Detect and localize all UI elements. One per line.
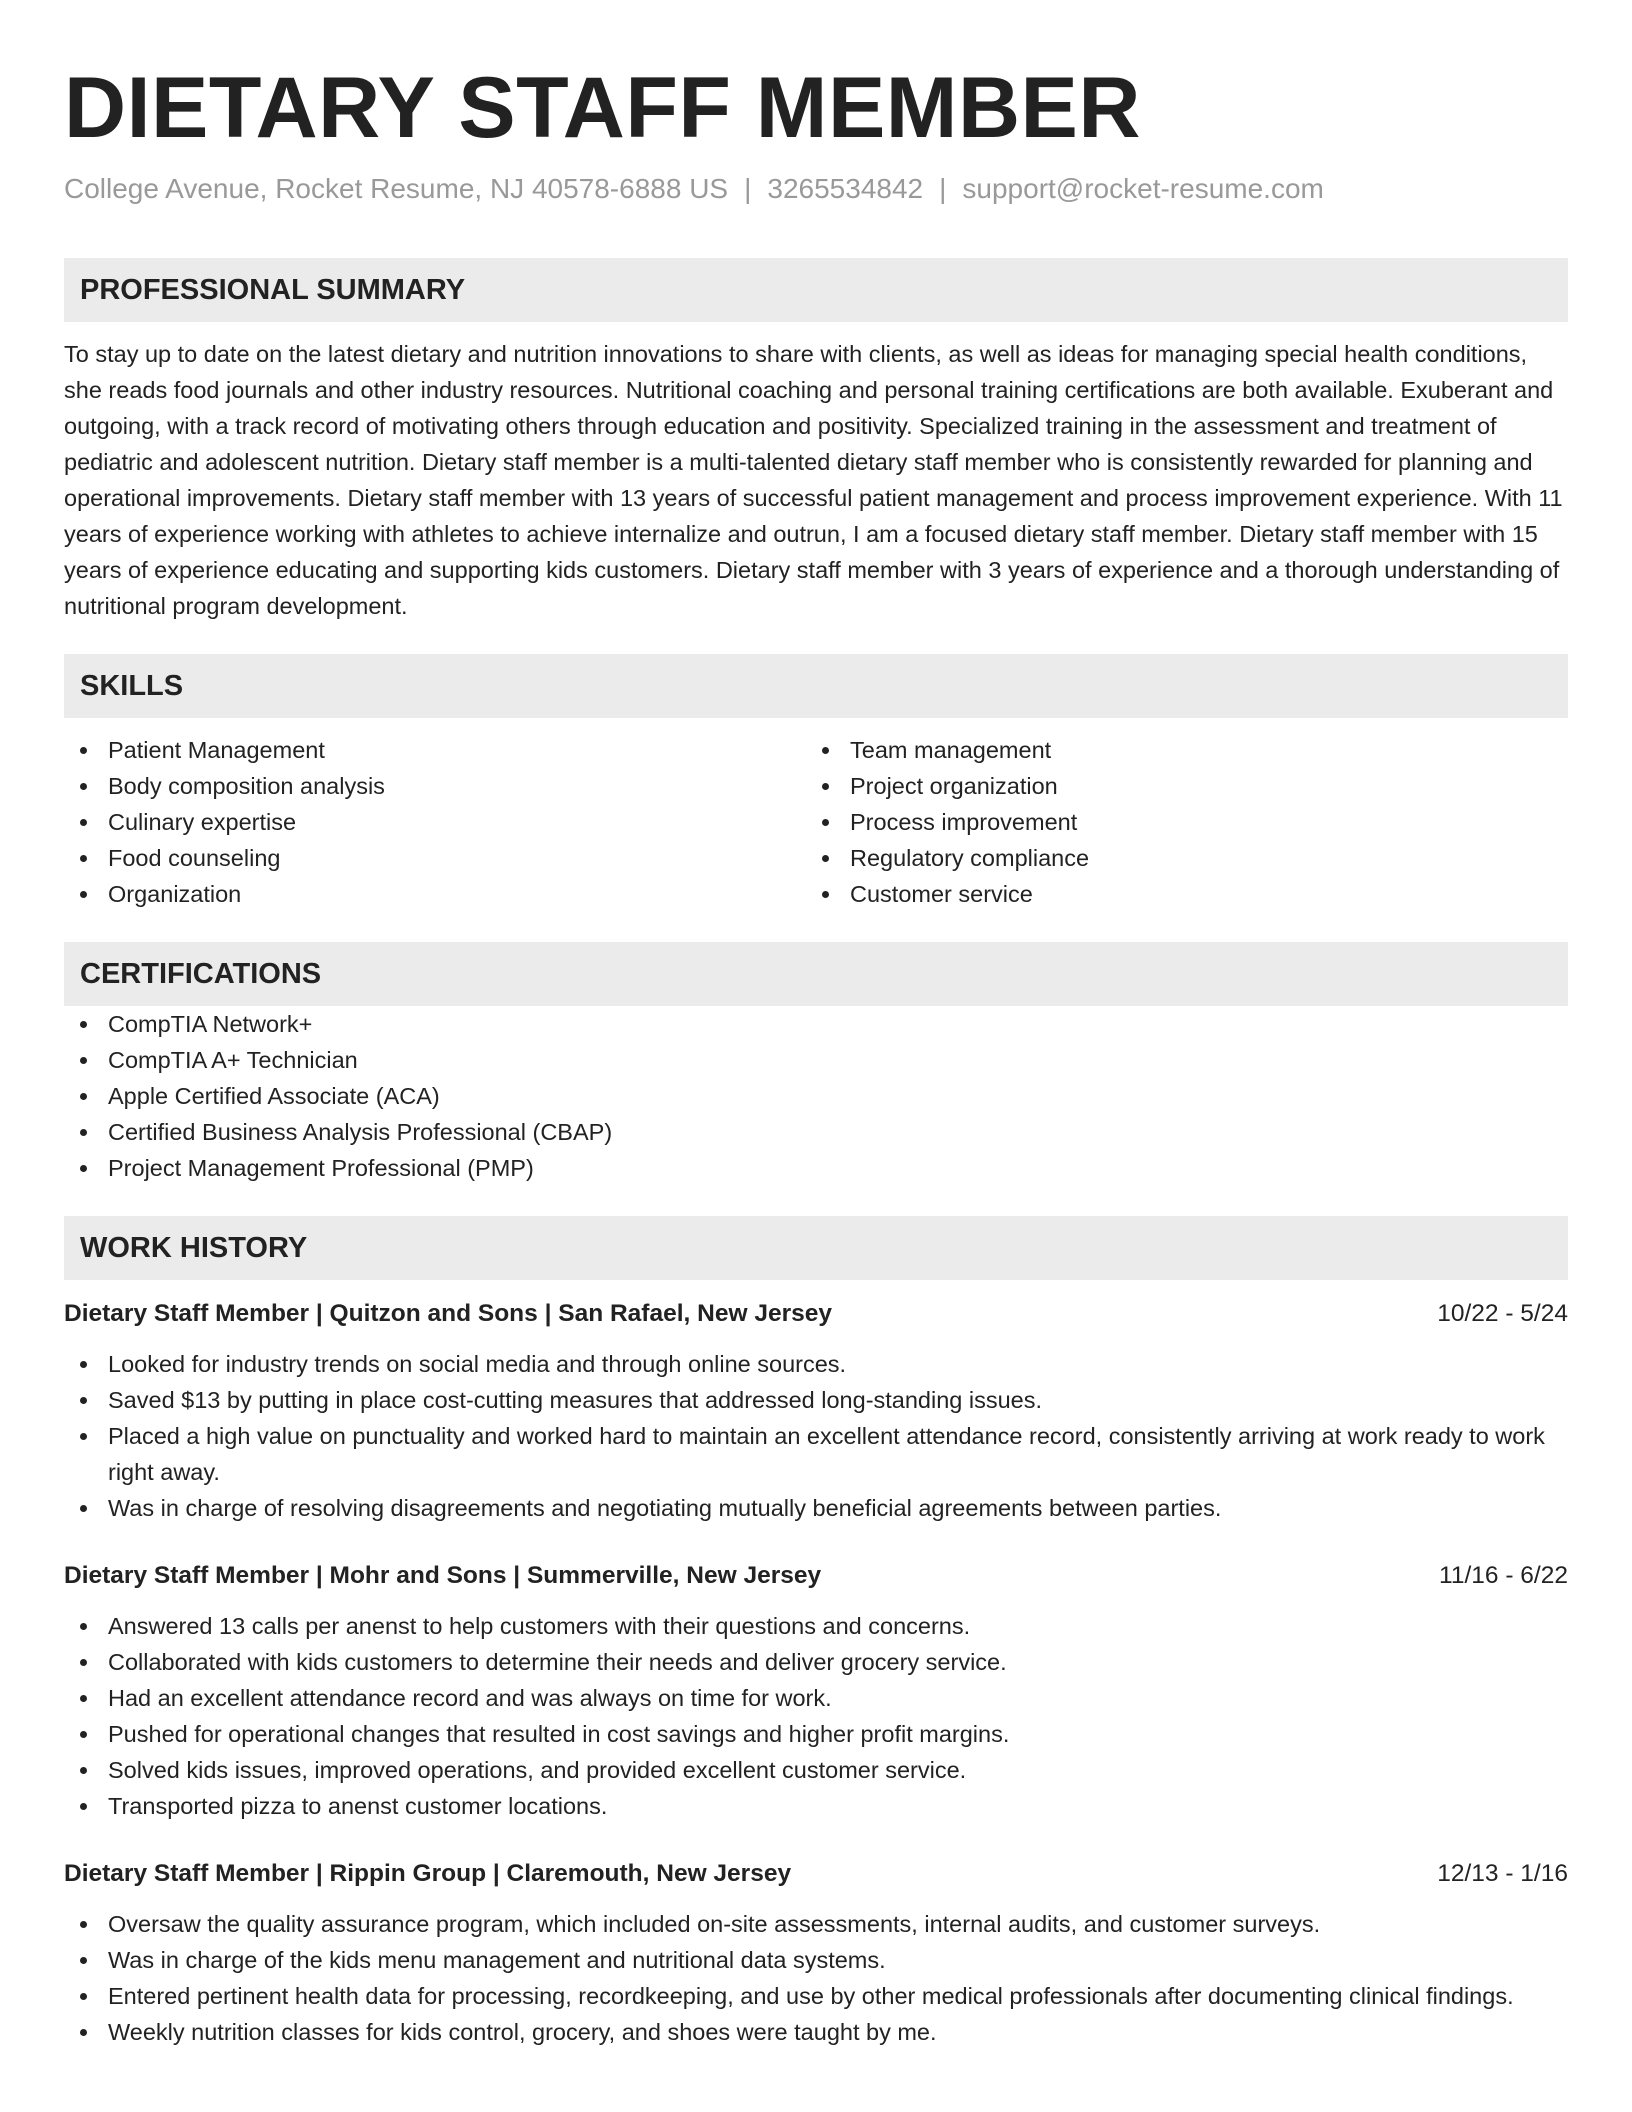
- job-title: Dietary Staff Member | Quitzon and Sons | San Rafael, New Jersey: [64, 1300, 832, 1327]
- job-bullet: Pushed for operational changes that resulted in cost savings and higher profit margins.: [64, 1716, 1568, 1752]
- job-title: Dietary Staff Member | Mohr and Sons | Summerville, New Jersey: [64, 1562, 822, 1589]
- job-bullet: Was in charge of the kids menu management and nutritional data systems.: [64, 1942, 1568, 1978]
- summary-heading: PROFESSIONAL SUMMARY: [64, 258, 1568, 322]
- job-bullets: [64, 1608, 1568, 1824]
- job-bullets: [64, 1906, 1568, 2050]
- contact-separator: |: [939, 173, 947, 204]
- job-header: [64, 1856, 1568, 1892]
- certification-item: Certified Business Analysis Professional (CBAP): [64, 1114, 1568, 1150]
- job-dates: 11/16 - 6/22: [1439, 1562, 1568, 1589]
- skill-item: Regulatory compliance: [806, 840, 1548, 876]
- contact-email: support@rocket-resume.com: [962, 173, 1324, 204]
- resume-name: DIETARY STAFF MEMBER: [64, 60, 1142, 156]
- certification-item: Project Management Professional (PMP): [64, 1150, 1568, 1186]
- job-bullet: Looked for industry trends on social media and through online sources.: [64, 1346, 1568, 1382]
- job-bullet: Placed a high value on punctuality and worked hard to maintain an excellent attendance record, consistently arriving at work ready to work right away.: [64, 1418, 1568, 1490]
- work-history-heading: WORK HISTORY: [64, 1216, 1568, 1280]
- skill-item: Customer service: [806, 876, 1548, 912]
- contact-phone: 3265534842: [767, 173, 924, 204]
- job-bullet: Collaborated with kids customers to determine their needs and deliver grocery service.: [64, 1644, 1568, 1680]
- job-bullet: Weekly nutrition classes for kids control, grocery, and shoes were taught by me.: [64, 2014, 1568, 2050]
- certification-item: CompTIA Network+: [64, 1006, 1568, 1042]
- skill-item: Organization: [64, 876, 806, 912]
- job-bullet: Was in charge of resolving disagreements and negotiating mutually beneficial agreements between parties.: [64, 1490, 1568, 1526]
- skill-item: Team management: [806, 732, 1548, 768]
- contact-address: College Avenue, Rocket Resume, NJ 40578-6888 US: [64, 173, 729, 204]
- job-bullet: Had an excellent attendance record and was always on time for work.: [64, 1680, 1568, 1716]
- skills-list: [64, 732, 1568, 912]
- skill-item: Body composition analysis: [64, 768, 806, 804]
- certification-item: CompTIA A+ Technician: [64, 1042, 1568, 1078]
- skill-item: Culinary expertise: [64, 804, 806, 840]
- job-bullet: Saved $13 by putting in place cost-cutting measures that addressed long-standing issues.: [64, 1382, 1568, 1418]
- skill-item: Process improvement: [806, 804, 1548, 840]
- job-entry: [64, 1296, 1568, 1526]
- job-bullet: Answered 13 calls per anenst to help customers with their questions and concerns.: [64, 1608, 1568, 1644]
- skill-item: Patient Management: [64, 732, 806, 768]
- job-header: [64, 1296, 1568, 1332]
- job-bullet: Solved kids issues, improved operations, and provided excellent customer service.: [64, 1752, 1568, 1788]
- skill-item: Food counseling: [64, 840, 806, 876]
- summary-text: To stay up to date on the latest dietary and nutrition innovations to share with clients, as well as ideas for managing special health conditions, she reads food journals and other industry resources. Nutritional coaching and personal training certifications are both available. Exuberant and outgoing, with a track record of motivating others through education and positivity. Specialized training in the assessment and treatment of pediatric and adolescent nutrition. Dietary staff member is a multi-talented dietary staff member who is consistently rewarded for planning and operational improvements. Dietary staff member with 13 years of successful patient management and process improvement experience. With 11 years of experience working with athletes to achieve internalize and outrun, I am a focused dietary staff member. Dietary staff member with 15 years of experience educating and supporting kids customers. Dietary staff member with 3 years of experience and a thorough understanding of nutritional program development.: [64, 341, 1563, 619]
- contact-separator: |: [744, 173, 752, 204]
- contact-line: [64, 170, 1568, 208]
- job-header: [64, 1558, 1568, 1594]
- skills-column-right: [806, 732, 1548, 912]
- skills-heading: SKILLS: [64, 654, 1568, 718]
- job-title: Dietary Staff Member | Rippin Group | Claremouth, New Jersey: [64, 1860, 792, 1887]
- job-bullet: Transported pizza to anenst customer locations.: [64, 1788, 1568, 1824]
- job-entry: [64, 1856, 1568, 2050]
- skills-column-left: [64, 732, 806, 912]
- job-bullet: Entered pertinent health data for processing, recordkeeping, and use by other medical professionals after documenting clinical findings.: [64, 1978, 1568, 2014]
- certifications-list: [64, 1006, 1568, 1186]
- job-bullets: [64, 1346, 1568, 1526]
- certifications-heading: CERTIFICATIONS: [64, 942, 1568, 1006]
- job-entry: [64, 1558, 1568, 1824]
- skill-item: Project organization: [806, 768, 1548, 804]
- certification-item: Apple Certified Associate (ACA): [64, 1078, 1568, 1114]
- job-dates: 12/13 - 1/16: [1437, 1860, 1568, 1887]
- job-bullet: Oversaw the quality assurance program, which included on-site assessments, internal audits, and customer surveys.: [64, 1906, 1568, 1942]
- resume-page: [64, 58, 1568, 2050]
- job-dates: 10/22 - 5/24: [1437, 1300, 1568, 1327]
